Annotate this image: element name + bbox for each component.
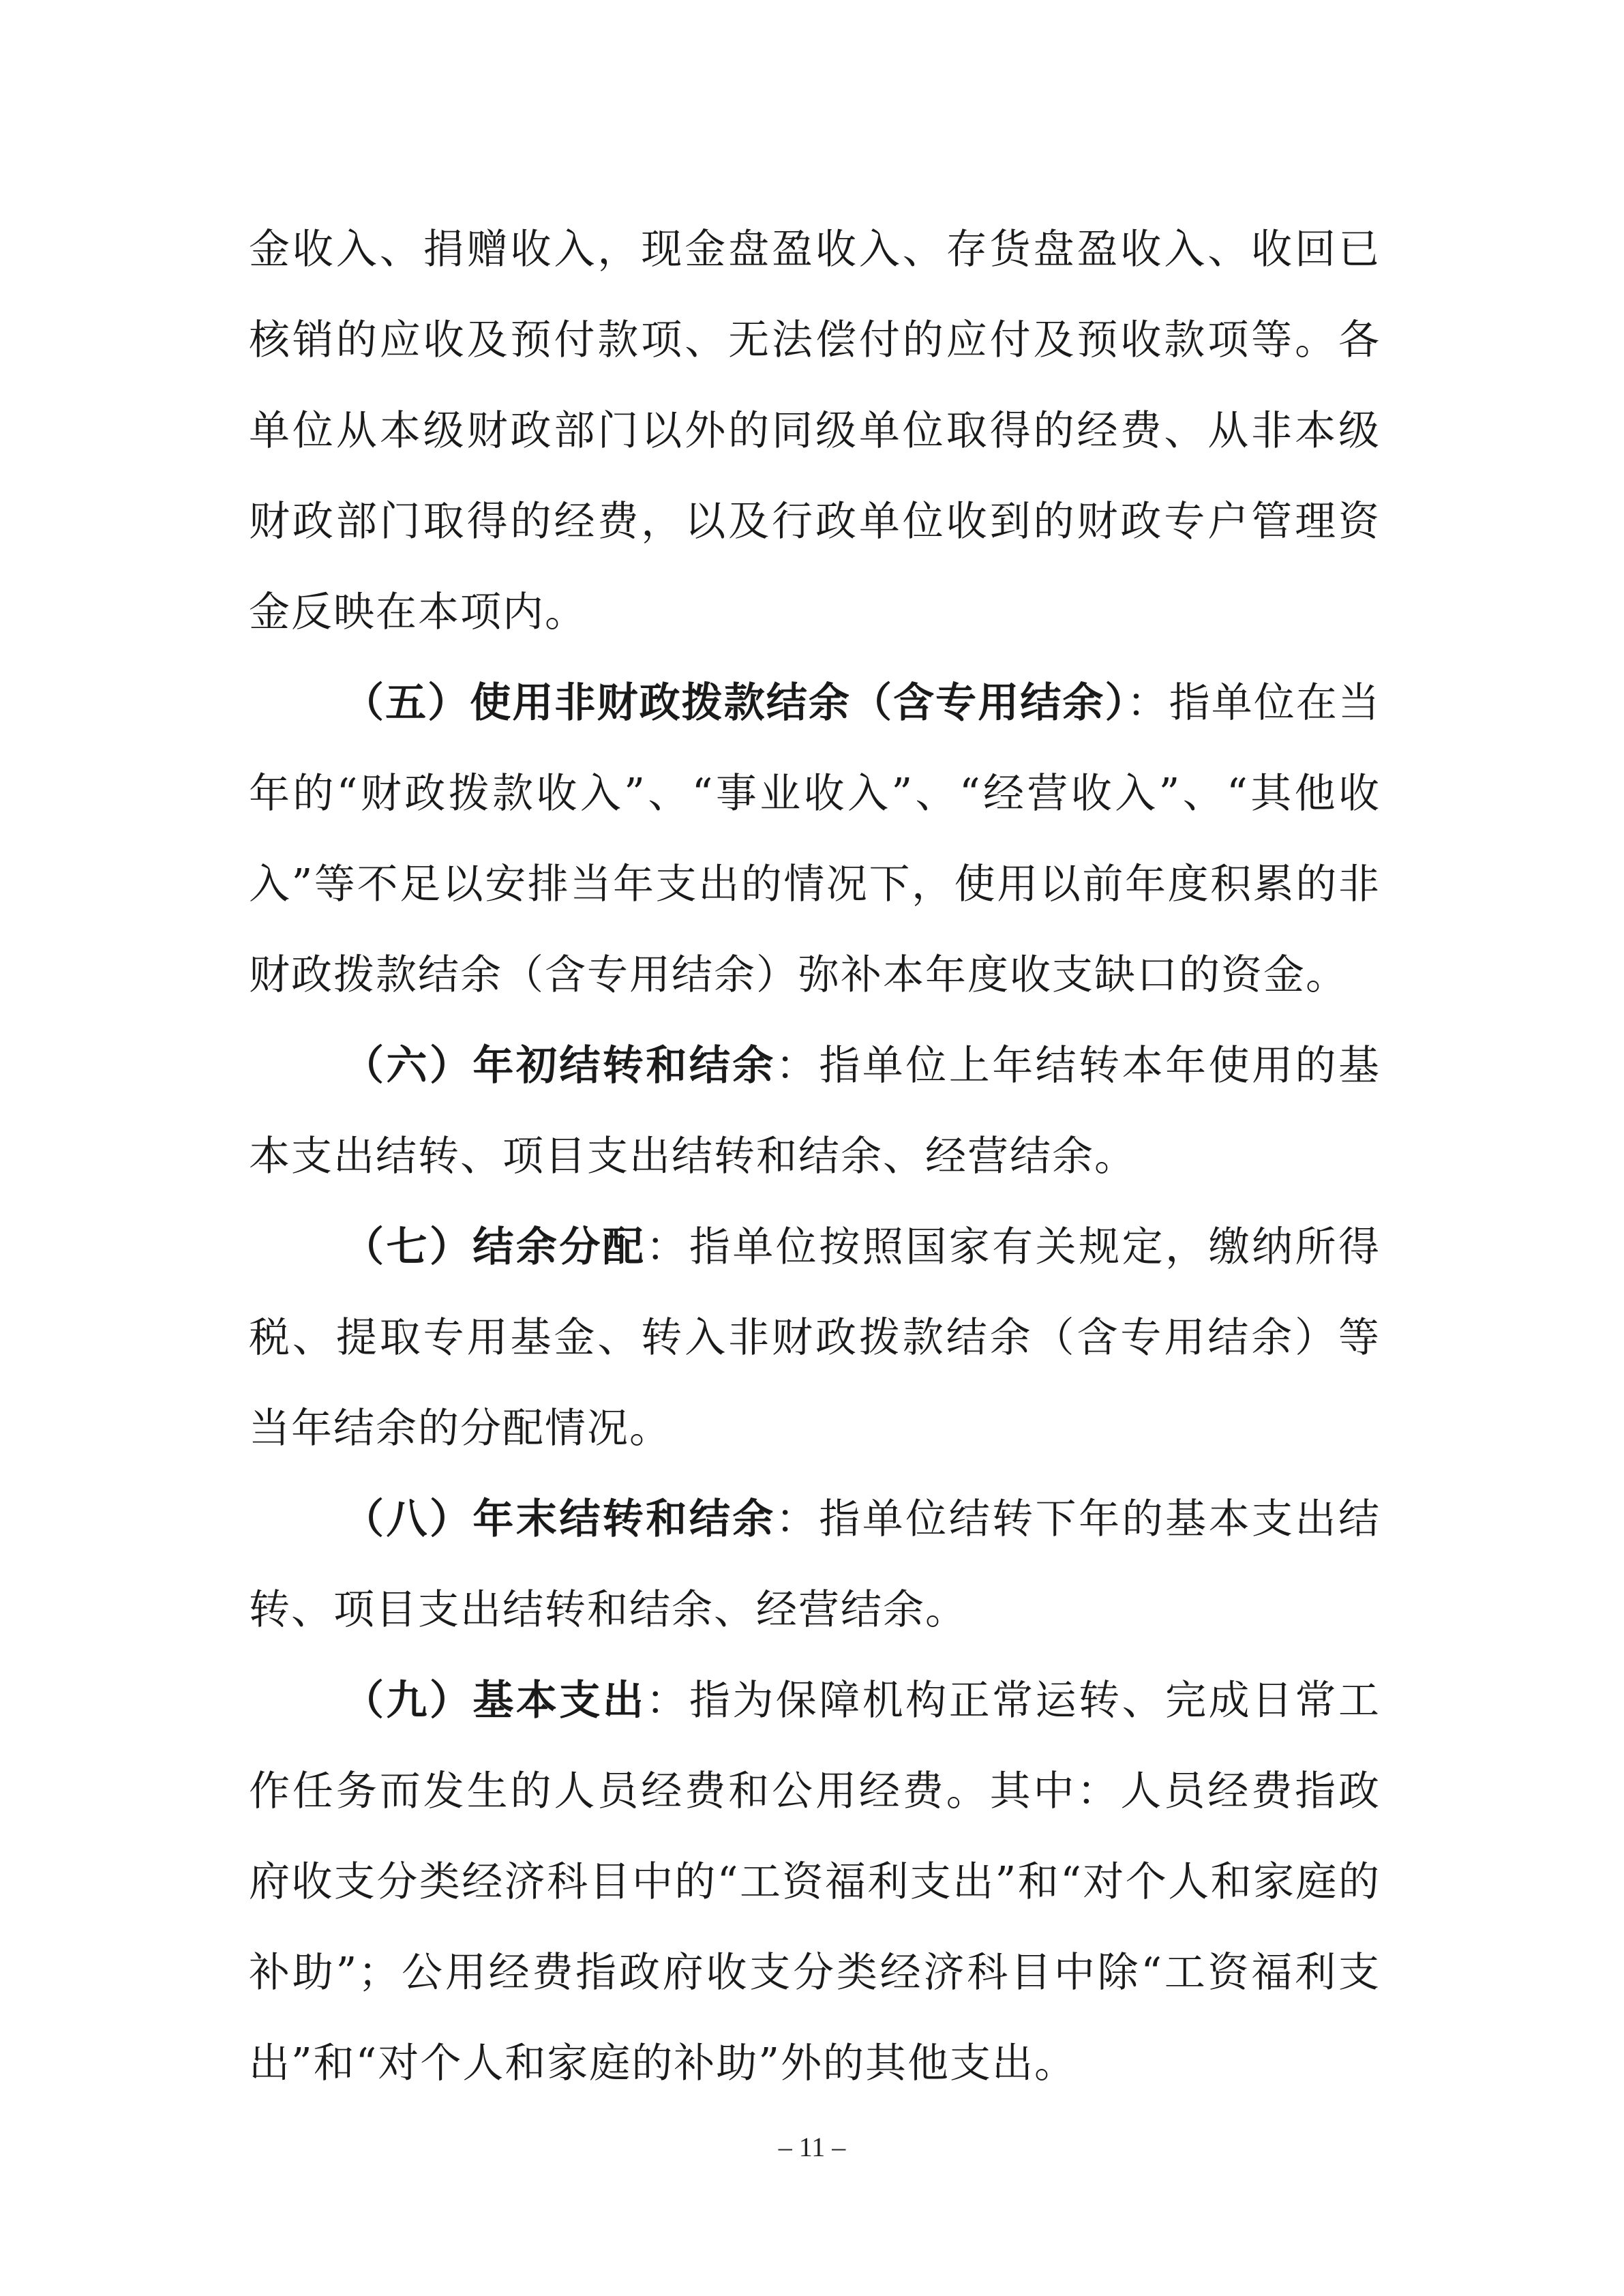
paragraph-body: ：指单位上年结转本年使用的基本支出结转、项目支出结转和结余、经营结余。 <box>249 1042 1381 1180</box>
paragraph-item-8 <box>249 1474 1381 1656</box>
item-heading: （九）基本支出 <box>343 1677 646 1725</box>
paragraph-item-5 <box>249 658 1381 1021</box>
item-heading: （七）结余分配 <box>343 1223 646 1271</box>
paragraph-continued-income <box>249 205 1381 658</box>
paragraph-body: ：指单位在当年的“财政拨款收入”、“事业收入”、“经营收入”、“其他收入”等不足以安排当年支出的情况下，使用以前年度积累的非财政拨款结余（含专用结余）弥补本年度收支缺口的资金。 <box>249 679 1381 999</box>
paragraph-item-9 <box>249 1656 1381 2109</box>
paragraph-body: ：指单位结转下年的基本支出结转、项目支出结转和结余、经营结余。 <box>249 1495 1381 1634</box>
body-text <box>249 205 1381 2109</box>
item-heading: （六）年初结转和结余 <box>343 1042 776 1090</box>
paragraph-item-7 <box>249 1202 1381 1474</box>
paragraph-body: 金收入、捐赠收入，现金盘盈收入、存货盘盈收入、收回已核销的应收及预付款项、无法偿付的应付及预收款项等。各单位从本级财政部门以外的同级单位取得的经费、从非本级财政部门取得的经费，以及行政单位收到的财政专户管理资金反映在本项内。 <box>249 226 1381 636</box>
paragraph-body: ：指为保障机构正常运转、完成日常工作任务而发生的人员经费和公用经费。其中：人员经费指政府收支分类经济科目中的“工资福利支出”和“对个人和家庭的补助”；公用经费指政府收支分类经济科目中除“工资福利支出”和“对个人和家庭的补助”外的其他支出。 <box>249 1677 1381 2087</box>
item-heading: （八）年末结转和结余 <box>343 1495 776 1543</box>
item-heading: （五）使用非财政拨款结余（含专用结余） <box>343 679 1127 727</box>
paragraph-item-6 <box>249 1021 1381 1202</box>
page-number: – 11 – <box>778 2132 846 2162</box>
paragraph-body: ：指单位按照国家有关规定，缴纳所得税、提取专用基金、转入非财政拨款结余（含专用结余）等当年结余的分配情况。 <box>249 1223 1381 1452</box>
